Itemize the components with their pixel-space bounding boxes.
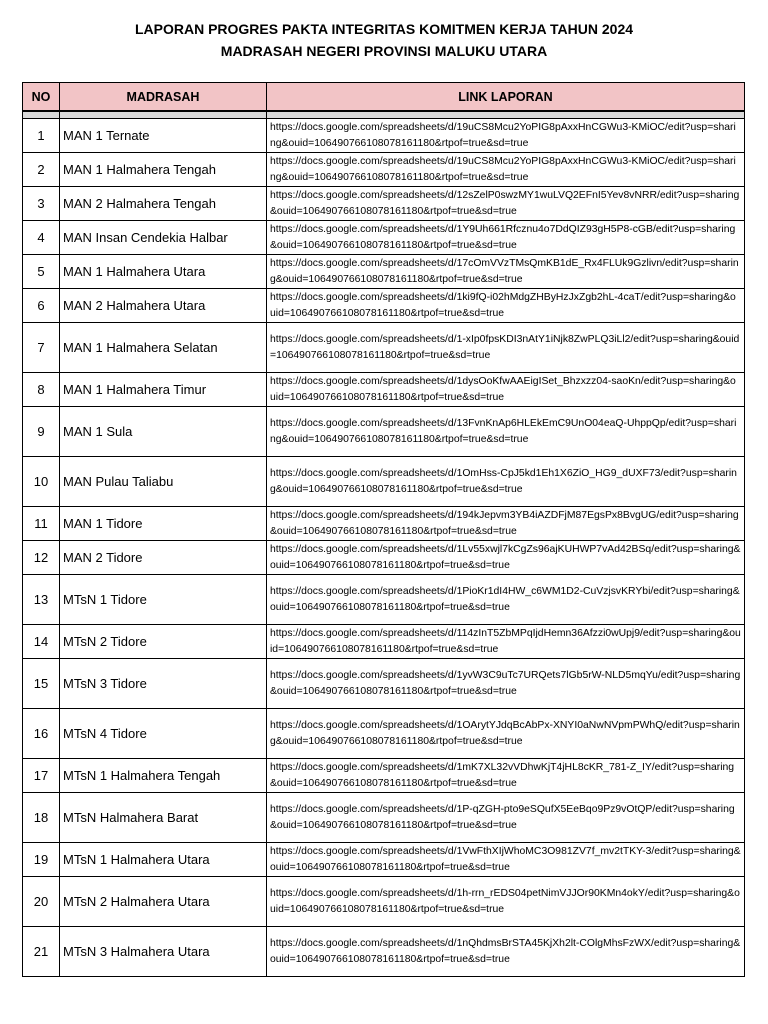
report-link[interactable]: https://docs.google.com/spreadsheets/d/1-xIp0fpsKDI3nAtY1iNjk8ZwPLQ3iLl2/edit?usp=sharing&ouid=106490766108078161180&rtpof=true&sd=true (267, 323, 745, 373)
report-link[interactable]: https://docs.google.com/spreadsheets/d/1P-qZGH-pto9eSQufX5EeBqo9Pz9vOtQP/edit?usp=sharing&ouid=106490766108078161180&rtpof=true&sd=true (267, 793, 745, 843)
row-number: 21 (23, 927, 60, 977)
table-row (23, 541, 745, 575)
report-link[interactable]: https://docs.google.com/spreadsheets/d/1Y9Uh661Rfcznu4o7DdQIZ93gH5P8-cGB/edit?usp=sharing&ouid=106490766108078161180&rtpof=true&sd=true (267, 221, 745, 255)
table-row (23, 373, 745, 407)
report-table (22, 82, 745, 977)
row-number: 4 (23, 221, 60, 255)
spacer-cell (23, 111, 60, 119)
table-row (23, 843, 745, 877)
madrasah-name: MAN 2 Halmahera Utara (60, 289, 267, 323)
madrasah-name: MTsN 3 Halmahera Utara (60, 927, 267, 977)
header-spacer-row (23, 111, 745, 119)
madrasah-name: MAN 1 Halmahera Timur (60, 373, 267, 407)
madrasah-name: MTsN 4 Tidore (60, 709, 267, 759)
report-link[interactable]: https://docs.google.com/spreadsheets/d/19uCS8Mcu2YoPIG8pAxxHnCGWu3-KMiOC/edit?usp=sharing&ouid=106490766108078161180&rtpof=true&sd=true (267, 119, 745, 153)
table-row (23, 457, 745, 507)
table-row (23, 625, 745, 659)
row-number: 15 (23, 659, 60, 709)
madrasah-name: MAN 1 Halmahera Utara (60, 255, 267, 289)
table-row (23, 153, 745, 187)
table-row (23, 221, 745, 255)
row-number: 16 (23, 709, 60, 759)
table-row (23, 119, 745, 153)
row-number: 1 (23, 119, 60, 153)
row-number: 8 (23, 373, 60, 407)
madrasah-name: MTsN 1 Tidore (60, 575, 267, 625)
row-number: 6 (23, 289, 60, 323)
madrasah-name: MAN 1 Ternate (60, 119, 267, 153)
table-row (23, 709, 745, 759)
row-number: 7 (23, 323, 60, 373)
header-no: NO (23, 83, 60, 112)
report-link[interactable]: https://docs.google.com/spreadsheets/d/1VwFthXIjWhoMC3O981ZV7f_mv2tTKY-3/edit?usp=sharing&ouid=106490766108078161180&rtpof=true&sd=true (267, 843, 745, 877)
report-link[interactable]: https://docs.google.com/spreadsheets/d/13FvnKnAp6HLEkEmC9UnO04eaQ-UhppQp/edit?usp=sharing&ouid=106490766108078161180&rtpof=true&sd=true (267, 407, 745, 457)
report-link[interactable]: https://docs.google.com/spreadsheets/d/114zInT5ZbMPqIjdHemn36Afzzi0wUpj9/edit?usp=sharing&ouid=106490766108078161180&rtpof=true&sd=true (267, 625, 745, 659)
report-link[interactable]: https://docs.google.com/spreadsheets/d/1OArytYJdqBcAbPx-XNYI0aNwNVpmPWhQ/edit?usp=sharing&ouid=106490766108078161180&rtpof=true&sd=true (267, 709, 745, 759)
table-row (23, 659, 745, 709)
report-link[interactable]: https://docs.google.com/spreadsheets/d/1yvW3C9uTc7URQets7lGb5rW-NLD5mqYu/edit?usp=sharing&ouid=106490766108078161180&rtpof=true&sd=true (267, 659, 745, 709)
madrasah-name: MTsN Halmahera Barat (60, 793, 267, 843)
madrasah-name: MAN 1 Tidore (60, 507, 267, 541)
row-number: 2 (23, 153, 60, 187)
report-title: LAPORAN PROGRES PAKTA INTEGRITAS KOMITMEN KERJA TAHUN 2024 (134, 21, 634, 37)
table-body (23, 111, 745, 977)
table-row (23, 793, 745, 843)
madrasah-name: MAN 1 Halmahera Selatan (60, 323, 267, 373)
table-row (23, 759, 745, 793)
table-row (23, 187, 745, 221)
table-row (23, 877, 745, 927)
report-link[interactable]: https://docs.google.com/spreadsheets/d/1OmHss-CpJ5kd1Eh1X6ZiO_HG9_dUXF73/edit?usp=sharing&ouid=106490766108078161180&rtpof=true&sd=true (267, 457, 745, 507)
table-row (23, 323, 745, 373)
madrasah-name: MTsN 1 Halmahera Utara (60, 843, 267, 877)
spacer-cell (267, 111, 745, 119)
header-row (23, 83, 745, 112)
madrasah-name: MAN 1 Halmahera Tengah (60, 153, 267, 187)
madrasah-name: MAN 2 Tidore (60, 541, 267, 575)
report-link[interactable]: https://docs.google.com/spreadsheets/d/19uCS8Mcu2YoPIG8pAxxHnCGWu3-KMiOC/edit?usp=sharing&ouid=106490766108078161180&rtpof=true&sd=true (267, 153, 745, 187)
madrasah-name: MTsN 3 Tidore (60, 659, 267, 709)
report-link[interactable]: https://docs.google.com/spreadsheets/d/12sZelP0swzMY1wuLVQ2EFnI5Yev8vNRR/edit?usp=sharing&ouid=106490766108078161180&rtpof=true&sd=true (267, 187, 745, 221)
report-link[interactable]: https://docs.google.com/spreadsheets/d/1dysOoKfwAAEigISet_Bhzxzz04-saoKn/edit?usp=sharing&ouid=106490766108078161180&rtpof=true&sd=true (267, 373, 745, 407)
madrasah-name: MAN 2 Halmahera Tengah (60, 187, 267, 221)
table-row (23, 575, 745, 625)
row-number: 13 (23, 575, 60, 625)
row-number: 12 (23, 541, 60, 575)
report-link[interactable]: https://docs.google.com/spreadsheets/d/1nQhdmsBrSTA45KjXh2lt-COlgMhsFzWX/edit?usp=sharing&ouid=106490766108078161180&rtpof=true&sd=true (267, 927, 745, 977)
row-number: 10 (23, 457, 60, 507)
report-link[interactable]: https://docs.google.com/spreadsheets/d/194kJepvm3YB4iAZDFjM87EgsPx8BvgUG/edit?usp=sharing&ouid=106490766108078161180&rtpof=true&sd=true (267, 507, 745, 541)
madrasah-name: MTsN 1 Halmahera Tengah (60, 759, 267, 793)
spacer-cell (60, 111, 267, 119)
madrasah-name: MTsN 2 Halmahera Utara (60, 877, 267, 927)
row-number: 20 (23, 877, 60, 927)
report-link[interactable]: https://docs.google.com/spreadsheets/d/1PioKr1dI4HW_c6WM1D2-CuVzjsvKRYbi/edit?usp=sharing&ouid=106490766108078161180&rtpof=true&sd=true (267, 575, 745, 625)
table-row (23, 407, 745, 457)
report-subtitle: MADRASAH NEGERI PROVINSI MALUKU UTARA (220, 43, 548, 59)
report-link[interactable]: https://docs.google.com/spreadsheets/d/1ki9fQ-i02hMdgZHByHzJxZgb2hL-4caT/edit?usp=sharing&ouid=106490766108078161180&rtpof=true&sd=true (267, 289, 745, 323)
report-link[interactable]: https://docs.google.com/spreadsheets/d/1Lv55xwjl7kCgZs96ajKUHWP7vAd42BSq/edit?usp=sharing&ouid=106490766108078161180&rtpof=true&sd=true (267, 541, 745, 575)
row-number: 19 (23, 843, 60, 877)
row-number: 5 (23, 255, 60, 289)
table-row (23, 507, 745, 541)
madrasah-name: MTsN 2 Tidore (60, 625, 267, 659)
table-row (23, 927, 745, 977)
table-row (23, 289, 745, 323)
header-madrasah: MADRASAH (60, 83, 267, 112)
row-number: 17 (23, 759, 60, 793)
report-link[interactable]: https://docs.google.com/spreadsheets/d/1mK7XL32vVDhwKjT4jHL8cKR_781-Z_IY/edit?usp=sharing&ouid=106490766108078161180&rtpof=true&sd=true (267, 759, 745, 793)
row-number: 11 (23, 507, 60, 541)
table-row (23, 255, 745, 289)
madrasah-name: MAN Pulau Taliabu (60, 457, 267, 507)
report-link[interactable]: https://docs.google.com/spreadsheets/d/17cOmVVzTMsQmKB1dE_Rx4FLUk9Gzlivn/edit?usp=sharing&ouid=106490766108078161180&rtpof=true&sd=true (267, 255, 745, 289)
header-link: LINK LAPORAN (267, 83, 745, 112)
madrasah-name: MAN Insan Cendekia Halbar (60, 221, 267, 255)
row-number: 9 (23, 407, 60, 457)
row-number: 14 (23, 625, 60, 659)
row-number: 18 (23, 793, 60, 843)
row-number: 3 (23, 187, 60, 221)
report-link[interactable]: https://docs.google.com/spreadsheets/d/1h-rrn_rEDS04petNimVJJOr90KMn4okY/edit?usp=sharing&ouid=106490766108078161180&rtpof=true&sd=true (267, 877, 745, 927)
madrasah-name: MAN 1 Sula (60, 407, 267, 457)
